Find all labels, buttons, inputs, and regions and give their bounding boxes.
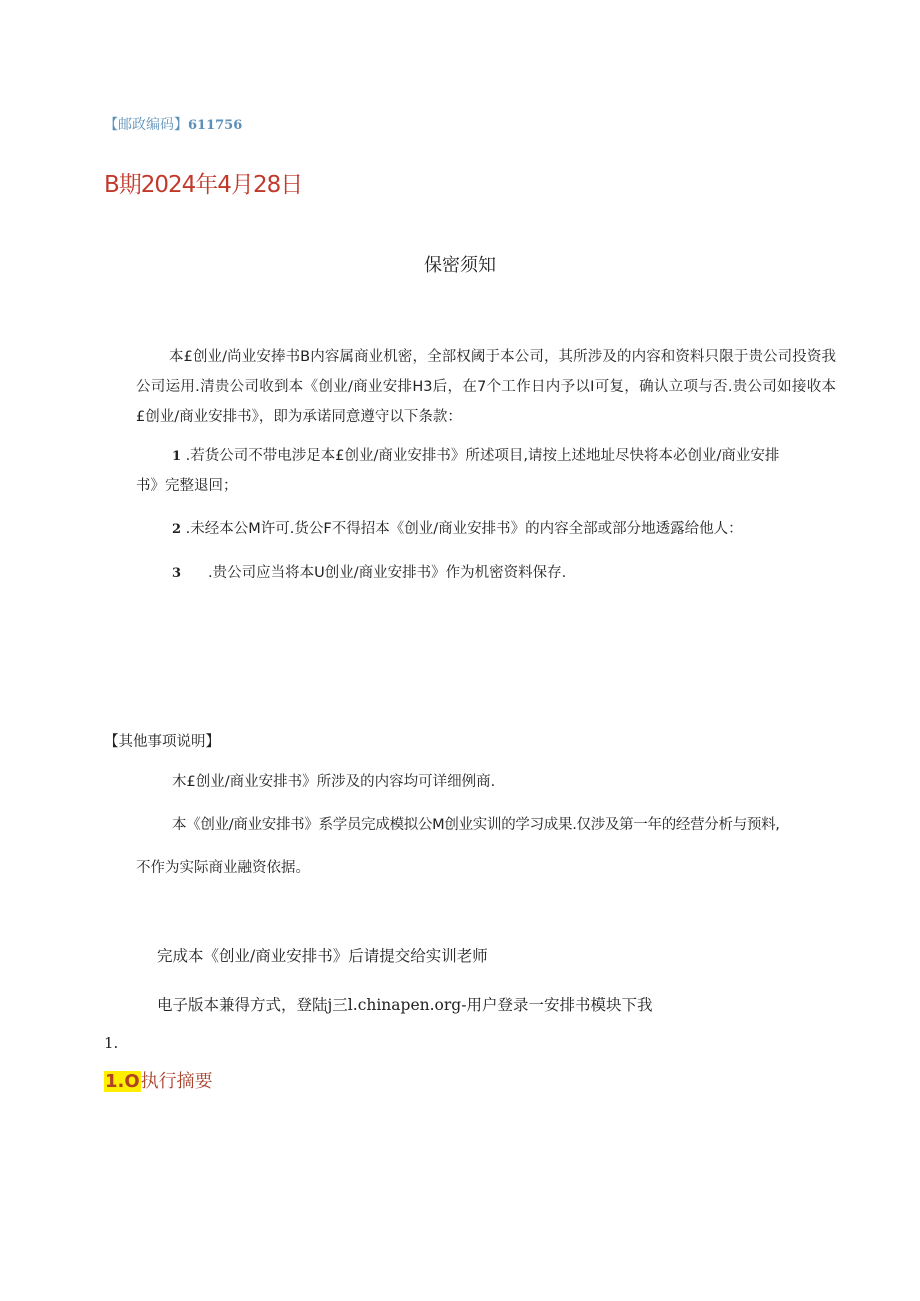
section-title: 执行摘要	[140, 1071, 213, 1092]
item-text: .贵公司应当将本U创业/商业安排书》作为机密资料保存.	[208, 565, 567, 581]
notice-item-3	[172, 561, 566, 582]
other-line-2: 本《创业/商业安排书》系学员完成模拟公M创业实训的学习成果.仅涉及第一年的经营分析与预料,	[172, 817, 780, 833]
download-note: 电子版本兼得方式，登陆j三l.chinapen.org-用户登录一安排书模块下我	[157, 996, 653, 1014]
notice-item-1-continued: 书》完整退回；	[136, 478, 238, 494]
item-number: 1	[172, 449, 182, 464]
item-number: 3	[172, 566, 182, 581]
postal-label: 【邮政编码】	[104, 117, 188, 133]
section-number: 1.O	[105, 1071, 140, 1092]
item-number: 2	[172, 522, 182, 537]
list-marker: 1.	[104, 1034, 119, 1052]
postal-code-line	[104, 114, 242, 134]
item-text: .未经本公M许可.货公F不得招本《创业/商业安排书》的内容全部或部分地透露给他人：	[185, 521, 743, 537]
other-line-1: 木£创业/商业安排书》所涉及的内容均可详细例商.	[172, 774, 496, 790]
item-text: .若货公司不带电涉足本£创业/商业安排书》所述项目,请按上述地址尽快将本必创业/商业安排	[185, 448, 780, 464]
other-line-3: 不作为实际商业融资依据。	[136, 860, 310, 876]
section-heading	[104, 1067, 213, 1093]
notice-intro: 本£创业/尚业安捧书B内容属商业机密，全部权阈于本公司，其所涉及的内容和资料只限于贵公司投资我公司运用.清贵公司收到本《创业/商业安排H3后，在7个工作日内予以I可复，确认立项与否.贵公司如接收本£创业/商业安排书》，即为承诺同意遵守以下条款：	[136, 349, 836, 425]
notice-title: 保密须知	[424, 255, 496, 276]
submit-note: 完成本《创业/商业安排书》后请提交给实训老师	[157, 947, 488, 965]
notice-item-2	[172, 517, 743, 538]
other-heading: 【其他事项说明】	[104, 734, 220, 750]
date-line: B期2024年4月28日	[104, 172, 303, 198]
notice-item-1	[172, 444, 779, 465]
postal-code: 611756	[188, 118, 243, 133]
